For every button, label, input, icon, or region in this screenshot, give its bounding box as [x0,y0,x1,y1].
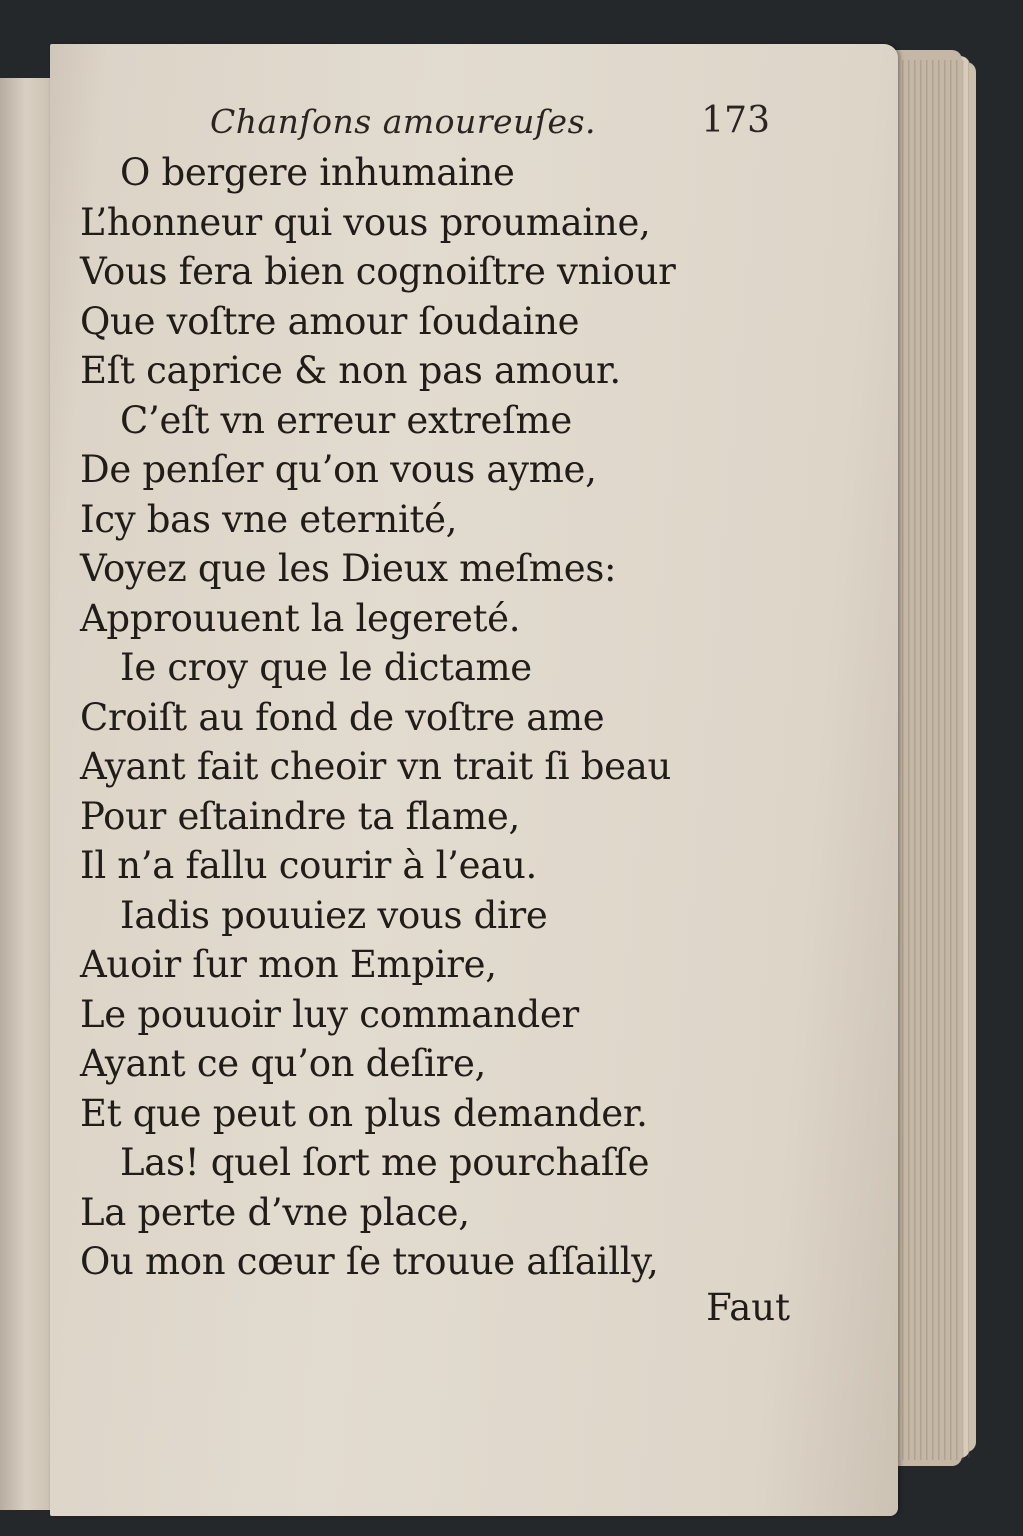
page-content [50,44,898,1516]
verse-line: Icy bas vne eternité, [80,497,458,541]
verse-line: Ayant ce qu’on deſire, [80,1042,487,1085]
poem-verse [80,148,800,1287]
verse-line: Ayant fait cheoir vn trait ſi beau [80,745,671,788]
verse-line: Eſt caprice & non pas amour. [80,349,621,392]
verse-line: Vous fera bien cognoiſtre vniour [80,250,676,293]
running-title: Chanſons amoureuſes. [210,102,597,141]
verse-line: Ou mon cœur ſe trouue aſſailly, [80,1240,659,1283]
verse-line: O bergere inhumaine [120,151,515,194]
verse-line: Le pouuoir luy commander [80,992,579,1036]
verse-line: Pour eſtaindre ta flame, [80,794,520,838]
page-number: 173 [701,100,770,141]
left-page-edge [0,78,54,1510]
verse-line: Auoir ſur mon Empire, [80,943,497,986]
verse-line: C’eſt vn erreur extreſme [120,398,572,442]
verse-line: Voyez que les Dieux meſmes: [80,547,617,590]
verse-line: Il n’a fallu courir à l’eau. [80,844,537,887]
verse-line: Iadis pouuiez vous dire [120,893,548,937]
verse-line: Las! quel ſort me pourchaſſe [120,1141,650,1184]
verse-line: La perte d’vne place, [80,1190,470,1234]
verse-line: Que voſtre amour ſoudaine [80,299,580,343]
verse-line: Et que peut on plus demander. [80,1091,648,1135]
verse-line: Ie croy que le dictame [120,646,532,689]
verse-line: L’honneur qui vous proumaine, [80,200,651,244]
page-header [210,102,770,146]
verse-line: Approuuent la legereté. [80,596,521,640]
catchword: Faut [706,1286,790,1329]
verse-line: De penſer qu’on vous ayme, [80,448,597,491]
book-page [50,44,898,1516]
verse-line: Croiſt au fond de voſtre ame [80,695,605,739]
